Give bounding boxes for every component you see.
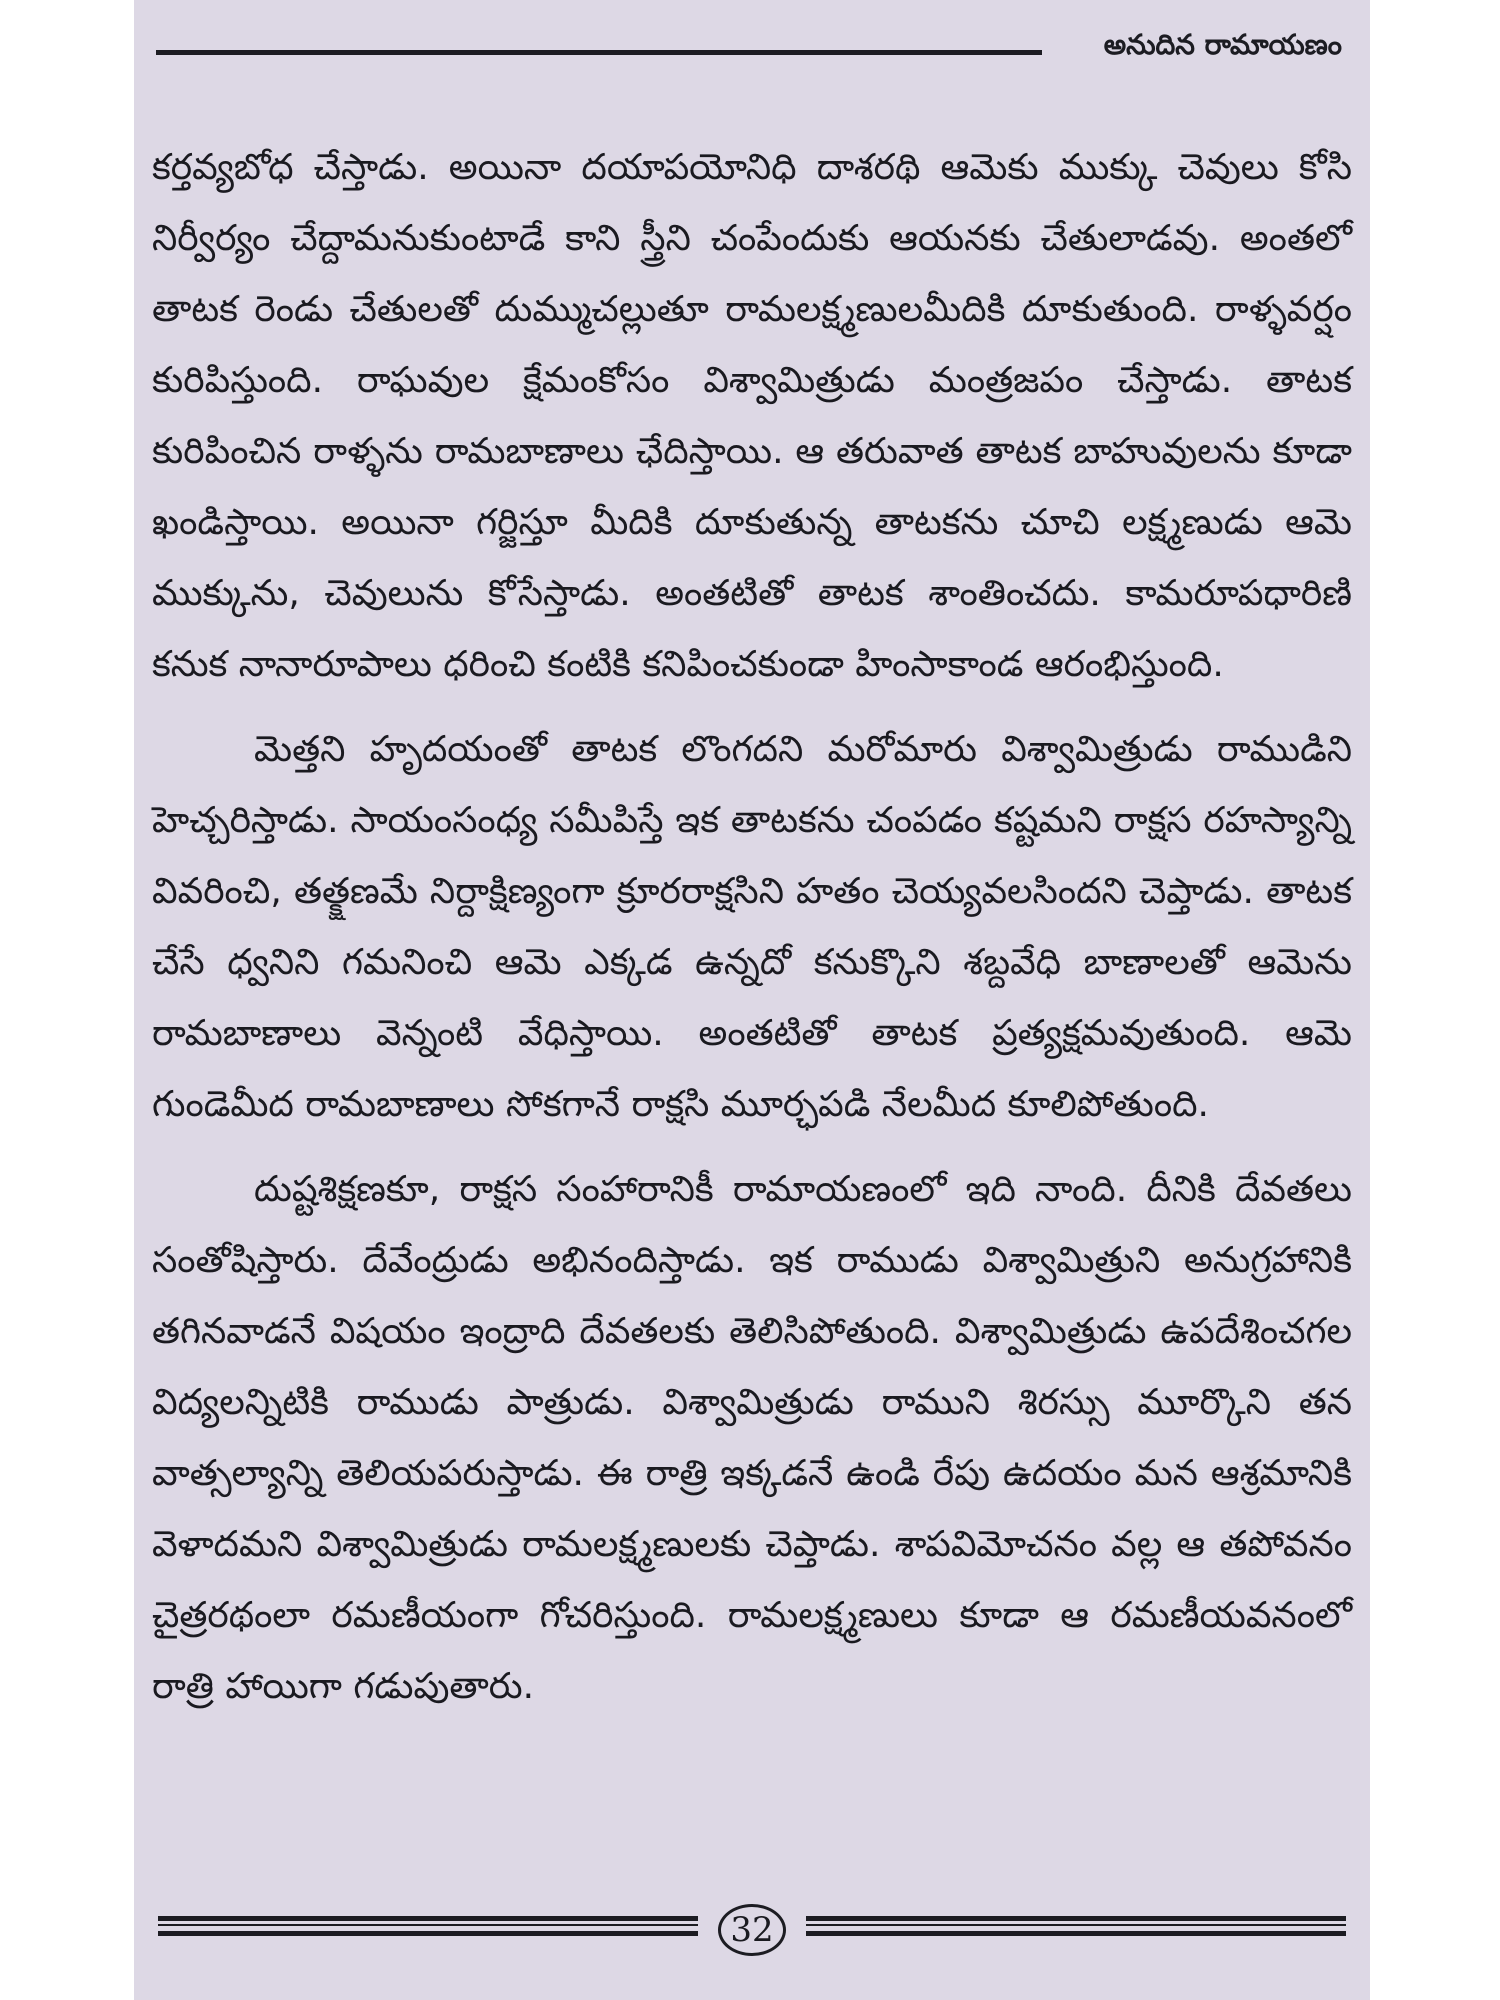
footer-rule-left [158, 1916, 698, 1936]
running-header [156, 28, 1342, 68]
paragraph-3: దుష్టశిక్షణకూ, రాక్షస సంహారానికీ రామాయణంలో ఇది నాంది. దీనికి దేవతలు సంతోషిస్తారు. దేవేంద్రుడు అభినందిస్తాడు. ఇక రాముడు విశ్వామిత్రుని అనుగ్రహానికి తగినవాడనే విషయం ఇంద్రాది దేవతలకు తెలిసిపోతుంది. విశ్వామిత్రుడు ఉపదేశించగల విద్యలన్నిటికి రాముడు పాత్రుడు. విశ్వామిత్రుడు రాముని శిరస్సు మూర్కొని తన వాత్సల్యాన్ని తెలియపరుస్తాడు. ఈ రాత్రి ఇక్కడనే ఉండి రేపు ఉదయం మన ఆశ్రమానికి వెళాదమని విశ్వామిత్రుడు రామలక్ష్మణులకు చెప్తాడు. శాపవిమోచనం వల్ల ఆ తపోవనం చైత్రరథంలా రమణీయంగా గోచరిస్తుంది. రామలక్ష్మణులు కూడా ఆ రమణీయవనంలో రాత్రి హాయిగా గడుపుతారు. [152, 1169, 1352, 1707]
footer-rule-right [806, 1916, 1346, 1936]
header-rule [156, 50, 1042, 55]
paragraph-1: కర్తవ్యబోధ చేస్తాడు. అయినా దయాపయోనిధి దాశరథి ఆమెకు ముక్కు చెవులు కోసి నిర్వీర్యం చేద్దామనుకుంటాడే కాని స్త్రీని చంపేందుకు ఆయనకు చేతులాడవు. అంతలో తాటక రెండు చేతులతో దుమ్ముచల్లుతూ రామలక్ష్మణులమీదికి దూకుతుంది. రాళ్ళవర్షం కురిపిస్తుంది. రాఘవుల క్షేమంకోసం విశ్వామిత్రుడు మంత్రజపం చేస్తాడు. తాటక కురిపించిన రాళ్ళను రామబాణాలు ఛేదిస్తాయి. ఆ తరువాత తాటక బాహువులను కూడా ఖండిస్తాయి. అయినా గర్జిస్తూ మీదికి దూకుతున్న తాటకను చూచి లక్ష్మణుడు ఆమె ముక్కును, చెవులును కోసేస్తాడు. అంతటితో తాటక శాంతించదు. కామరూపధారిణి కనుక నానారూపాలు ధరించి కంటికి కనిపించకుండా హింసాకాండ ఆరంభిస్తుంది. [152, 147, 1352, 685]
page-number: 32 [718, 1904, 786, 1956]
paragraph-2: మెత్తని హృదయంతో తాటక లొంగదని మరోమారు విశ్వామిత్రుడు రాముడిని హెచ్చరిస్తాడు. సాయంసంధ్య సమీపిస్తే ఇక తాటకను చంపడం కష్టమని రాక్షస రహస్యాన్ని వివరించి, తత్క్షణమే నిర్దాక్షిణ్యంగా క్రూరరాక్షసిని హతం చెయ్యవలసిందని చెప్తాడు. తాటక చేసే ధ్వనిని గమనించి ఆమె ఎక్కడ ఉన్నదో కనుక్కొని శబ్దవేధి బాణాలతో ఆమెను రామబాణాలు వెన్నంటి వేధిస్తాయి. అంతటితో తాటక ప్రత్యక్షమవుతుంది. ఆమె గుండెమీద రామబాణాలు సోకగానే రాక్షసి మూర్ఛపడి నేలమీద కూలిపోతుంది. [152, 729, 1352, 1125]
book-page [134, 0, 1370, 2000]
running-title: అనుదిన రామాయణం [1103, 28, 1342, 61]
page-footer [158, 1904, 1346, 1954]
page-body [152, 132, 1352, 1722]
